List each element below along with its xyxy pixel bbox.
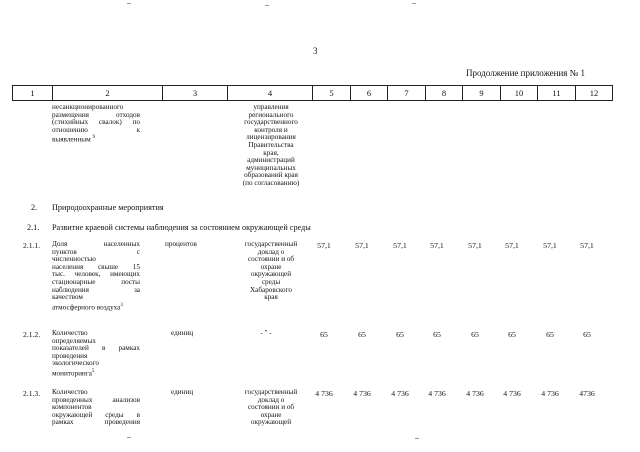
year-value: 4 736 [353, 389, 371, 398]
column-number: 11 [538, 86, 576, 101]
column-number: 4 [228, 86, 313, 101]
year-value: 57,1 [468, 241, 482, 250]
footnote-mark: 9 [92, 135, 95, 141]
continuation-caption: Продолжение приложения № 1 [466, 68, 586, 78]
scan-mark [415, 438, 419, 439]
column-number: 10 [501, 86, 538, 101]
scan-mark [127, 3, 131, 4]
carryover-indicator-name: несанкционированного размещения отходов (стихийных свалок) по отношению к выявленным $^9$ [52, 103, 140, 144]
subsection-title: Развитие краевой системы наблюдения за состоянием окружающей среды [52, 223, 311, 232]
year-value: 57,1 [393, 241, 407, 250]
footnote-mark: 3 [120, 302, 123, 308]
row-number: 2.1.2. [23, 330, 41, 339]
column-number: 3 [163, 86, 228, 101]
year-value: 65 [320, 330, 328, 339]
data-source: государственный доклад о состоянии и об охране окружающей [244, 388, 298, 427]
year-value: 4 736 [503, 389, 521, 398]
year-value: 57,1 [355, 241, 369, 250]
year-value: 4 736 [428, 389, 446, 398]
column-number: 8 [426, 86, 463, 101]
unit-of-measure: единиц [171, 388, 194, 396]
year-value: 65 [546, 330, 554, 339]
column-header-row [12, 85, 613, 101]
column-number: 5 [313, 86, 351, 101]
scan-mark [127, 437, 131, 438]
column-number: 2 [53, 86, 163, 101]
scan-mark [265, 5, 269, 6]
year-value: 57,1 [317, 241, 331, 250]
year-value: 4 736 [541, 389, 559, 398]
column-number: 9 [463, 86, 501, 101]
carryover-responsible: управления регионального государственного контроля и лицензирования Правительства края, администраций муниципальных образований края (по согласованию) [242, 103, 300, 187]
footnote-mark: 5 [91, 368, 95, 374]
page-number: 3 [313, 46, 318, 56]
section-number: 2. [31, 203, 38, 212]
year-value: 65 [433, 330, 441, 339]
year-value: 57,1 [580, 241, 594, 250]
year-value: 4 736 [466, 389, 484, 398]
data-source: - " - [260, 329, 272, 337]
year-value: 4736 [579, 389, 595, 398]
year-value: 65 [358, 330, 366, 339]
year-value: 4 736 [391, 389, 409, 398]
data-source: государственный доклад о состоянии и об охране окружающей среды Хабаровского края [244, 240, 298, 302]
year-value: 65 [396, 330, 404, 339]
column-number: 6 [351, 86, 388, 101]
unit-of-measure: процентов [165, 240, 197, 248]
row-number: 2.1.3. [23, 389, 41, 398]
indicator-name: Доля населенных пунктов с численностью населения свыше 15 тыс. человек, имеющих стационарные посты наблюдения за качеством атмосферного воздуха$^3$ [52, 240, 140, 312]
row-number: 2.1.1. [23, 241, 41, 250]
year-value: 57,1 [430, 241, 444, 250]
indicator-name: Количество определяемых показателей в рамках проведения экологического мониторинга$^5$ [52, 329, 140, 378]
year-value: 65 [508, 330, 516, 339]
year-value: 65 [471, 330, 479, 339]
subsection-number: 2.1. [27, 223, 40, 232]
year-value: 57,1 [505, 241, 519, 250]
year-value: 4 736 [315, 389, 333, 398]
year-value: 65 [583, 330, 591, 339]
column-number: 1 [13, 86, 53, 101]
indicator-name: Количество проведенных анализов компонентов окружающей среды в рамках проведения [52, 388, 140, 427]
column-number: 7 [388, 86, 426, 101]
scan-mark [412, 3, 416, 4]
column-number: 12 [576, 86, 613, 101]
section-title: Природоохранные мероприятия [52, 203, 164, 212]
year-value: 57,1 [543, 241, 557, 250]
unit-of-measure: единиц [171, 329, 194, 337]
